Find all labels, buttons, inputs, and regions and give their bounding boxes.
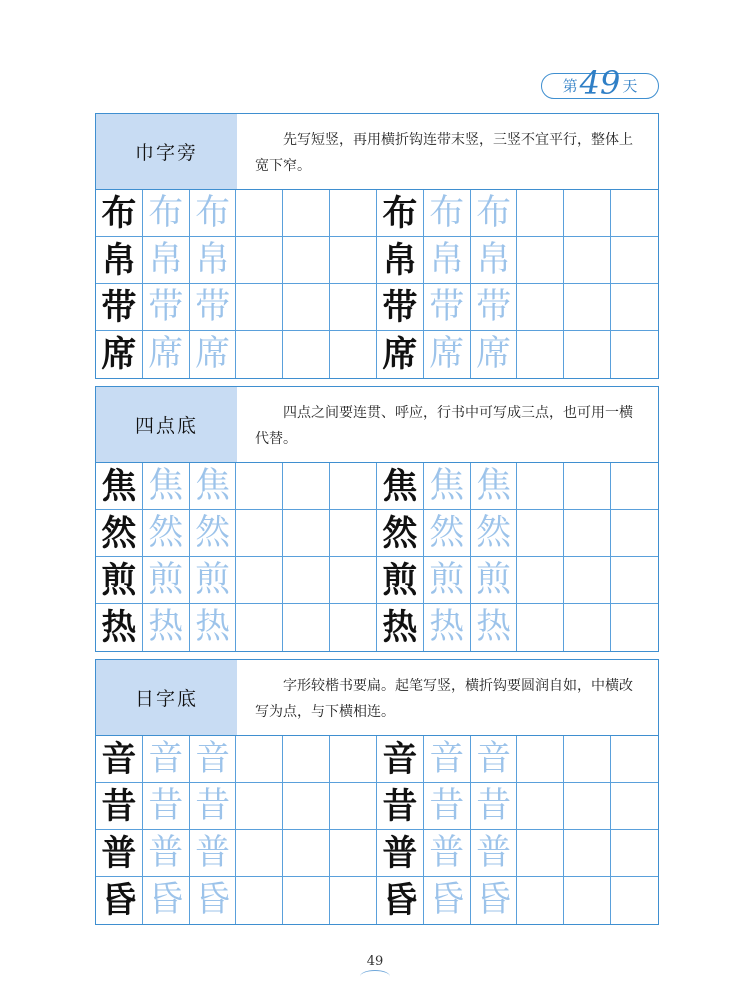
trace-character: 热 <box>424 604 471 651</box>
section-description: 四点之间要连贯、呼应，行书中可写成三点，也可用一横代替。 <box>255 405 633 447</box>
trace-character: 昏 <box>143 877 190 924</box>
practice-row <box>96 284 658 331</box>
trace-character: 帛 <box>143 237 190 284</box>
blank-practice-cell[interactable] <box>236 237 283 284</box>
practice-grid <box>96 463 658 651</box>
blank-practice-cell[interactable] <box>283 877 330 924</box>
blank-practice-cell[interactable] <box>517 237 564 284</box>
trace-character: 音 <box>424 736 471 783</box>
model-character: 焦 <box>96 463 143 510</box>
blank-practice-cell[interactable] <box>330 237 377 284</box>
blank-practice-cell[interactable] <box>283 830 330 877</box>
model-character: 昏 <box>96 877 143 924</box>
blank-practice-cell[interactable] <box>611 463 658 510</box>
blank-practice-cell[interactable] <box>330 190 377 237</box>
blank-practice-cell[interactable] <box>611 877 658 924</box>
blank-practice-cell[interactable] <box>236 510 283 557</box>
blank-practice-cell[interactable] <box>517 830 564 877</box>
blank-practice-cell[interactable] <box>283 783 330 830</box>
blank-practice-cell[interactable] <box>283 557 330 604</box>
blank-practice-cell[interactable] <box>564 331 611 378</box>
trace-character: 然 <box>190 510 237 557</box>
practice-row <box>96 830 658 877</box>
blank-practice-cell[interactable] <box>330 557 377 604</box>
blank-practice-cell[interactable] <box>517 190 564 237</box>
blank-practice-cell[interactable] <box>611 604 658 651</box>
practice-row <box>96 510 658 557</box>
section-title: 日字底 <box>96 660 237 735</box>
model-character: 音 <box>377 736 424 783</box>
blank-practice-cell[interactable] <box>517 783 564 830</box>
trace-character: 普 <box>471 830 518 877</box>
trace-character: 带 <box>471 284 518 331</box>
blank-practice-cell[interactable] <box>611 830 658 877</box>
section-description: 先写短竖，再用横折钩连带末竖，三竖不宜平行，整体上宽下窄。 <box>255 132 633 174</box>
practice-row <box>96 604 658 651</box>
blank-practice-cell[interactable] <box>283 284 330 331</box>
trace-character: 然 <box>143 510 190 557</box>
page-number: 49 <box>366 954 384 969</box>
practice-row <box>96 190 658 237</box>
model-character: 带 <box>377 284 424 331</box>
blank-practice-cell[interactable] <box>611 557 658 604</box>
blank-practice-cell[interactable] <box>236 877 283 924</box>
page-ornament <box>360 970 390 983</box>
trace-character: 然 <box>471 510 518 557</box>
day-suffix: 天 <box>622 76 638 95</box>
trace-character: 昔 <box>471 783 518 830</box>
trace-character: 焦 <box>190 463 237 510</box>
trace-character: 席 <box>424 331 471 378</box>
blank-practice-cell[interactable] <box>236 463 283 510</box>
model-character: 席 <box>377 331 424 378</box>
practice-row <box>96 331 658 378</box>
blank-practice-cell[interactable] <box>236 331 283 378</box>
blank-practice-cell[interactable] <box>517 463 564 510</box>
model-character: 焦 <box>377 463 424 510</box>
blank-practice-cell[interactable] <box>236 190 283 237</box>
model-character: 煎 <box>96 557 143 604</box>
day-prefix: 第 <box>562 76 578 95</box>
blank-practice-cell[interactable] <box>517 510 564 557</box>
blank-practice-cell[interactable] <box>564 510 611 557</box>
model-character: 布 <box>96 190 143 237</box>
day-badge <box>541 64 659 102</box>
blank-practice-cell[interactable] <box>283 510 330 557</box>
model-character: 布 <box>377 190 424 237</box>
practice-row <box>96 736 658 783</box>
blank-practice-cell[interactable] <box>564 463 611 510</box>
blank-practice-cell[interactable] <box>611 736 658 783</box>
blank-practice-cell[interactable] <box>564 736 611 783</box>
model-character: 帛 <box>377 237 424 284</box>
practice-section <box>95 386 659 652</box>
section-header <box>96 114 658 190</box>
blank-practice-cell[interactable] <box>611 237 658 284</box>
trace-character: 煎 <box>424 557 471 604</box>
blank-practice-cell[interactable] <box>564 237 611 284</box>
blank-practice-cell[interactable] <box>611 190 658 237</box>
blank-practice-cell[interactable] <box>236 736 283 783</box>
practice-grid <box>96 736 658 924</box>
trace-character: 昏 <box>471 877 518 924</box>
blank-practice-cell[interactable] <box>564 557 611 604</box>
blank-practice-cell[interactable] <box>330 331 377 378</box>
blank-practice-cell[interactable] <box>517 736 564 783</box>
practice-section <box>95 659 659 925</box>
model-character: 热 <box>377 604 424 651</box>
section-header <box>96 660 658 736</box>
trace-character: 普 <box>143 830 190 877</box>
model-character: 昔 <box>377 783 424 830</box>
trace-character: 帛 <box>424 237 471 284</box>
trace-character: 席 <box>471 331 518 378</box>
model-character: 普 <box>96 830 143 877</box>
trace-character: 焦 <box>424 463 471 510</box>
practice-row <box>96 557 658 604</box>
blank-practice-cell[interactable] <box>517 557 564 604</box>
blank-practice-cell[interactable] <box>564 877 611 924</box>
trace-character: 热 <box>471 604 518 651</box>
blank-practice-cell[interactable] <box>330 736 377 783</box>
practice-grid <box>96 190 658 378</box>
blank-practice-cell[interactable] <box>611 284 658 331</box>
practice-section <box>95 113 659 379</box>
trace-character: 席 <box>190 331 237 378</box>
trace-character: 音 <box>471 736 518 783</box>
blank-practice-cell[interactable] <box>564 284 611 331</box>
model-character: 帛 <box>96 237 143 284</box>
trace-character: 昏 <box>190 877 237 924</box>
practice-row <box>96 237 658 284</box>
blank-practice-cell[interactable] <box>517 604 564 651</box>
blank-practice-cell[interactable] <box>330 463 377 510</box>
model-character: 昏 <box>377 877 424 924</box>
blank-practice-cell[interactable] <box>330 783 377 830</box>
trace-character: 昔 <box>190 783 237 830</box>
day-number: 49 <box>579 64 621 102</box>
section-header <box>96 387 658 463</box>
trace-character: 席 <box>143 331 190 378</box>
trace-character: 焦 <box>143 463 190 510</box>
trace-character: 普 <box>190 830 237 877</box>
trace-character: 昔 <box>143 783 190 830</box>
practice-row <box>96 877 658 924</box>
trace-character: 布 <box>424 190 471 237</box>
blank-practice-cell[interactable] <box>236 557 283 604</box>
blank-practice-cell[interactable] <box>283 463 330 510</box>
trace-character: 帛 <box>190 237 237 284</box>
blank-practice-cell[interactable] <box>517 877 564 924</box>
trace-character: 热 <box>143 604 190 651</box>
blank-practice-cell[interactable] <box>564 190 611 237</box>
blank-practice-cell[interactable] <box>564 783 611 830</box>
blank-practice-cell[interactable] <box>283 331 330 378</box>
model-character: 带 <box>96 284 143 331</box>
trace-character: 音 <box>190 736 237 783</box>
trace-character: 音 <box>143 736 190 783</box>
blank-practice-cell[interactable] <box>236 284 283 331</box>
model-character: 然 <box>377 510 424 557</box>
model-character: 音 <box>96 736 143 783</box>
trace-character: 煎 <box>471 557 518 604</box>
trace-character: 带 <box>143 284 190 331</box>
blank-practice-cell[interactable] <box>283 190 330 237</box>
trace-character: 帛 <box>471 237 518 284</box>
trace-character: 焦 <box>471 463 518 510</box>
practice-row <box>96 783 658 830</box>
blank-practice-cell[interactable] <box>330 510 377 557</box>
model-character: 煎 <box>377 557 424 604</box>
blank-practice-cell[interactable] <box>330 284 377 331</box>
trace-character: 热 <box>190 604 237 651</box>
blank-practice-cell[interactable] <box>517 331 564 378</box>
blank-practice-cell[interactable] <box>330 877 377 924</box>
blank-practice-cell[interactable] <box>564 604 611 651</box>
model-character: 普 <box>377 830 424 877</box>
blank-practice-cell[interactable] <box>611 510 658 557</box>
blank-practice-cell[interactable] <box>236 604 283 651</box>
blank-practice-cell[interactable] <box>283 604 330 651</box>
trace-character: 带 <box>190 284 237 331</box>
blank-practice-cell[interactable] <box>330 830 377 877</box>
blank-practice-cell[interactable] <box>564 830 611 877</box>
trace-character: 带 <box>424 284 471 331</box>
section-title: 四点底 <box>96 387 237 462</box>
trace-character: 然 <box>424 510 471 557</box>
blank-practice-cell[interactable] <box>611 331 658 378</box>
trace-character: 布 <box>143 190 190 237</box>
blank-practice-cell[interactable] <box>517 284 564 331</box>
blank-practice-cell[interactable] <box>330 604 377 651</box>
blank-practice-cell[interactable] <box>283 736 330 783</box>
blank-practice-cell[interactable] <box>236 783 283 830</box>
model-character: 然 <box>96 510 143 557</box>
blank-practice-cell[interactable] <box>283 237 330 284</box>
trace-character: 昏 <box>424 877 471 924</box>
trace-character: 煎 <box>143 557 190 604</box>
model-character: 昔 <box>96 783 143 830</box>
section-description: 字形较楷书要扁。起笔写竖，横折钩要圆润自如，中横改写为点，与下横相连。 <box>255 678 633 720</box>
trace-character: 普 <box>424 830 471 877</box>
trace-character: 布 <box>190 190 237 237</box>
model-character: 席 <box>96 331 143 378</box>
blank-practice-cell[interactable] <box>236 830 283 877</box>
blank-practice-cell[interactable] <box>611 783 658 830</box>
practice-row <box>96 463 658 510</box>
trace-character: 煎 <box>190 557 237 604</box>
model-character: 热 <box>96 604 143 651</box>
trace-character: 布 <box>471 190 518 237</box>
trace-character: 昔 <box>424 783 471 830</box>
section-title: 巾字旁 <box>96 114 237 189</box>
